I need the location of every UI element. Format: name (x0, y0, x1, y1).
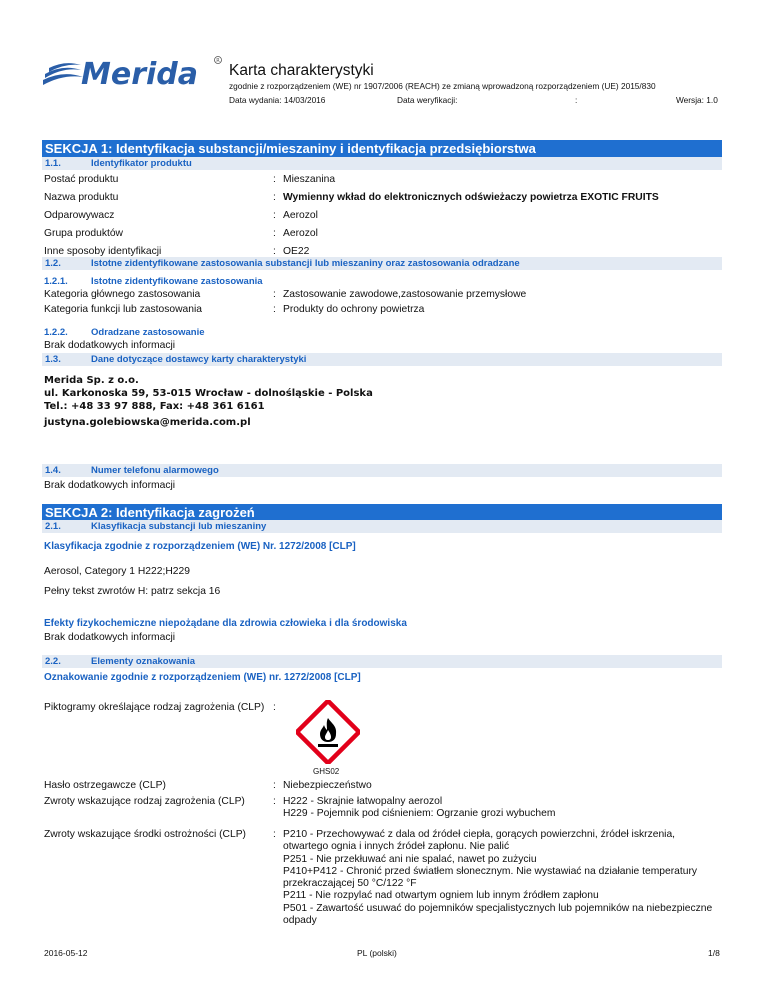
precaution-line: P251 - Nie przekłuwać ani nie spalać, nawet po zużyciu (283, 853, 537, 865)
ghs-code: GHS02 (313, 767, 340, 776)
precaution-line: otwartego ognia i innych źródeł zapłonu. Nie palić (283, 841, 510, 853)
precaution-line: przekraczającej 50 °C/122 °F (283, 878, 417, 890)
merida-logo (41, 52, 223, 92)
precaution-statements-label: Zwroty wskazujące środki ostrożności (CLP) (44, 829, 246, 840)
supplier-email[interactable]: justyna.golebiowska@merida.com.pl (44, 417, 251, 428)
product-form-value: Mieszanina (283, 174, 336, 185)
full-text-note: Pełny tekst zwrotów H: patrz sekcja 16 (44, 586, 221, 597)
product-name-label: Nazwa produktu (44, 192, 119, 203)
subsection-1-4 (42, 464, 722, 477)
section-2-header: SEKCJA 2: Identyfikacja zagrożeń (42, 504, 722, 521)
regulation-subtitle: zgodnie z rozporządzeniem (WE) nr 1907/2006 (REACH) ze zmianą wprowadzoną rozporządzeniem (UE) 2015/830 (229, 81, 656, 91)
subsection-title: Elementy oznakowania (91, 656, 196, 667)
function-use-label: Kategoria funkcji lub zastosowania (44, 304, 202, 315)
document-title: Karta charakterystyki (229, 62, 374, 79)
brand-wordmark: Merida (81, 57, 198, 92)
hazard-statements (283, 796, 555, 821)
subsection-1-2 (42, 257, 722, 270)
clp-classification-heading: Klasyfikacja zgodnie z rozporządzeniem (WE) Nr. 1272/2008 [CLP] (44, 541, 356, 552)
other-id-label: Inne sposoby identyfikacji (44, 246, 162, 257)
supplier-name: Merida Sp. z o.o. (44, 375, 139, 386)
footer-page: 1/8 (708, 948, 720, 958)
subsection-title: Odradzane zastosowanie (91, 327, 205, 338)
effects-heading: Efekty fizykochemiczne niepożądane dla zdrowia człowieka i dla środowiska (44, 618, 407, 629)
classification-text: Aerosol, Category 1 H222;H229 (44, 566, 190, 577)
subsection-number: 1.1. (45, 158, 61, 169)
subsection-1-3 (42, 353, 722, 366)
revision-label: Data weryfikacji: (397, 95, 458, 105)
precaution-statements (283, 829, 712, 927)
flame-icon (296, 700, 360, 764)
subsection-number: 1.3. (45, 354, 61, 365)
product-group-label: Grupa produktów (44, 228, 123, 239)
function-use-value: Produkty do ochrony powietrza (283, 304, 425, 315)
precaution-line: P211 - Nie rozpylać nad otwartym ogniem lub innym źródłem zapłonu (283, 890, 599, 902)
hazard-line: H229 - Pojemnik pod ciśnieniem: Ogrzanie grozi wybuchem (283, 808, 556, 820)
footer-date: 2016-05-12 (44, 948, 88, 958)
subsection-number: 2.1. (45, 521, 61, 532)
subsection-1-2-1 (44, 276, 263, 287)
labelling-heading: Oznakowanie zgodnie z rozporządzeniem (WE) nr. 1272/2008 [CLP] (44, 672, 361, 683)
footer-language: PL (polski) (357, 948, 397, 958)
supplier-phone: Tel.: +48 33 97 888, Fax: +48 361 6161 (44, 401, 265, 412)
revision-colon: : (575, 95, 578, 105)
supplier-block (44, 374, 373, 429)
pictograms-label: Piktogramy określające rodzaj zagrożenia (CLP) (44, 702, 265, 713)
subsection-2-1 (42, 520, 722, 533)
no-info-text: Brak dodatkowych informacji (44, 632, 176, 643)
pictograms-colon: : (273, 702, 276, 713)
subsection-number: 2.2. (45, 656, 61, 667)
signal-word-value: Niebezpieczeństwo (283, 780, 372, 791)
supplier-address: ul. Karkonoska 59, 53-015 Wrocław - dolnośląskie - Polska (44, 388, 373, 399)
section-1-header: SEKCJA 1: Identyfikacja substancji/mieszaniny i identyfikacja przedsiębiorstwa (42, 140, 722, 157)
svg-text:R: R (216, 58, 220, 64)
subsection-title: Dane dotyczące dostawcy karty charakterystyki (91, 354, 307, 365)
vaporizer-label: Odparowywacz (44, 210, 115, 221)
subsection-title: Istotne zidentyfikowane zastosowania substancji lub mieszaniny oraz zastosowania odradzane (91, 258, 520, 269)
subsection-title: Istotne zidentyfikowane zastosowania (91, 276, 263, 287)
version: Wersja: 1.0 (676, 95, 718, 105)
precaution-line: P410+P412 - Chronić przed światłem słonecznym. Nie wystawiać na działanie temperatury (283, 865, 698, 877)
subsection-number: 1.2.1. (44, 276, 68, 287)
precaution-line: P501 - Zawartość usuwać do pojemników specjalistycznych lub pojemników na niebezpieczne (283, 902, 713, 914)
other-id-value: OE22 (283, 246, 310, 257)
no-info-text: Brak dodatkowych informacji (44, 340, 176, 351)
subsection-title: Identyfikator produktu (91, 158, 192, 169)
hazard-statements-label: Zwroty wskazujące rodzaj zagrożenia (CLP) (44, 796, 245, 807)
precaution-line: P210 - Przechowywać z dala od źródeł ciepła, gorących powierzchni, źródeł iskrzenia, (283, 829, 676, 840)
subsection-2-2 (42, 655, 722, 668)
product-name-value: Wymienny wkład do elektronicznych odświeżaczy powietrza EXOTIC FRUITS (283, 192, 659, 203)
subsection-1-1 (42, 157, 722, 170)
subsection-title: Numer telefonu alarmowego (91, 465, 219, 476)
main-use-value: Zastosowanie zawodowe,zastosowanie przemysłowe (283, 289, 527, 300)
product-group-value: Aerozol (283, 228, 318, 239)
subsection-number: 1.4. (45, 465, 61, 476)
main-use-label: Kategoria głównego zastosowania (44, 289, 201, 300)
hazard-line: H222 - Skrajnie łatwopalny aerozol (283, 796, 443, 807)
issue-date: Data wydania: 14/03/2016 (229, 95, 326, 105)
no-info-text: Brak dodatkowych informacji (44, 480, 176, 491)
subsection-title: Klasyfikacja substancji lub mieszaniny (91, 521, 267, 532)
signal-word-label: Hasło ostrzegawcze (CLP) (44, 780, 166, 791)
subsection-number: 1.2. (45, 258, 61, 269)
precaution-line: odpady (283, 915, 317, 927)
vaporizer-value: Aerozol (283, 210, 318, 221)
subsection-1-2-2 (44, 327, 205, 338)
subsection-number: 1.2.2. (44, 327, 68, 338)
product-form-label: Postać produktu (44, 174, 119, 185)
